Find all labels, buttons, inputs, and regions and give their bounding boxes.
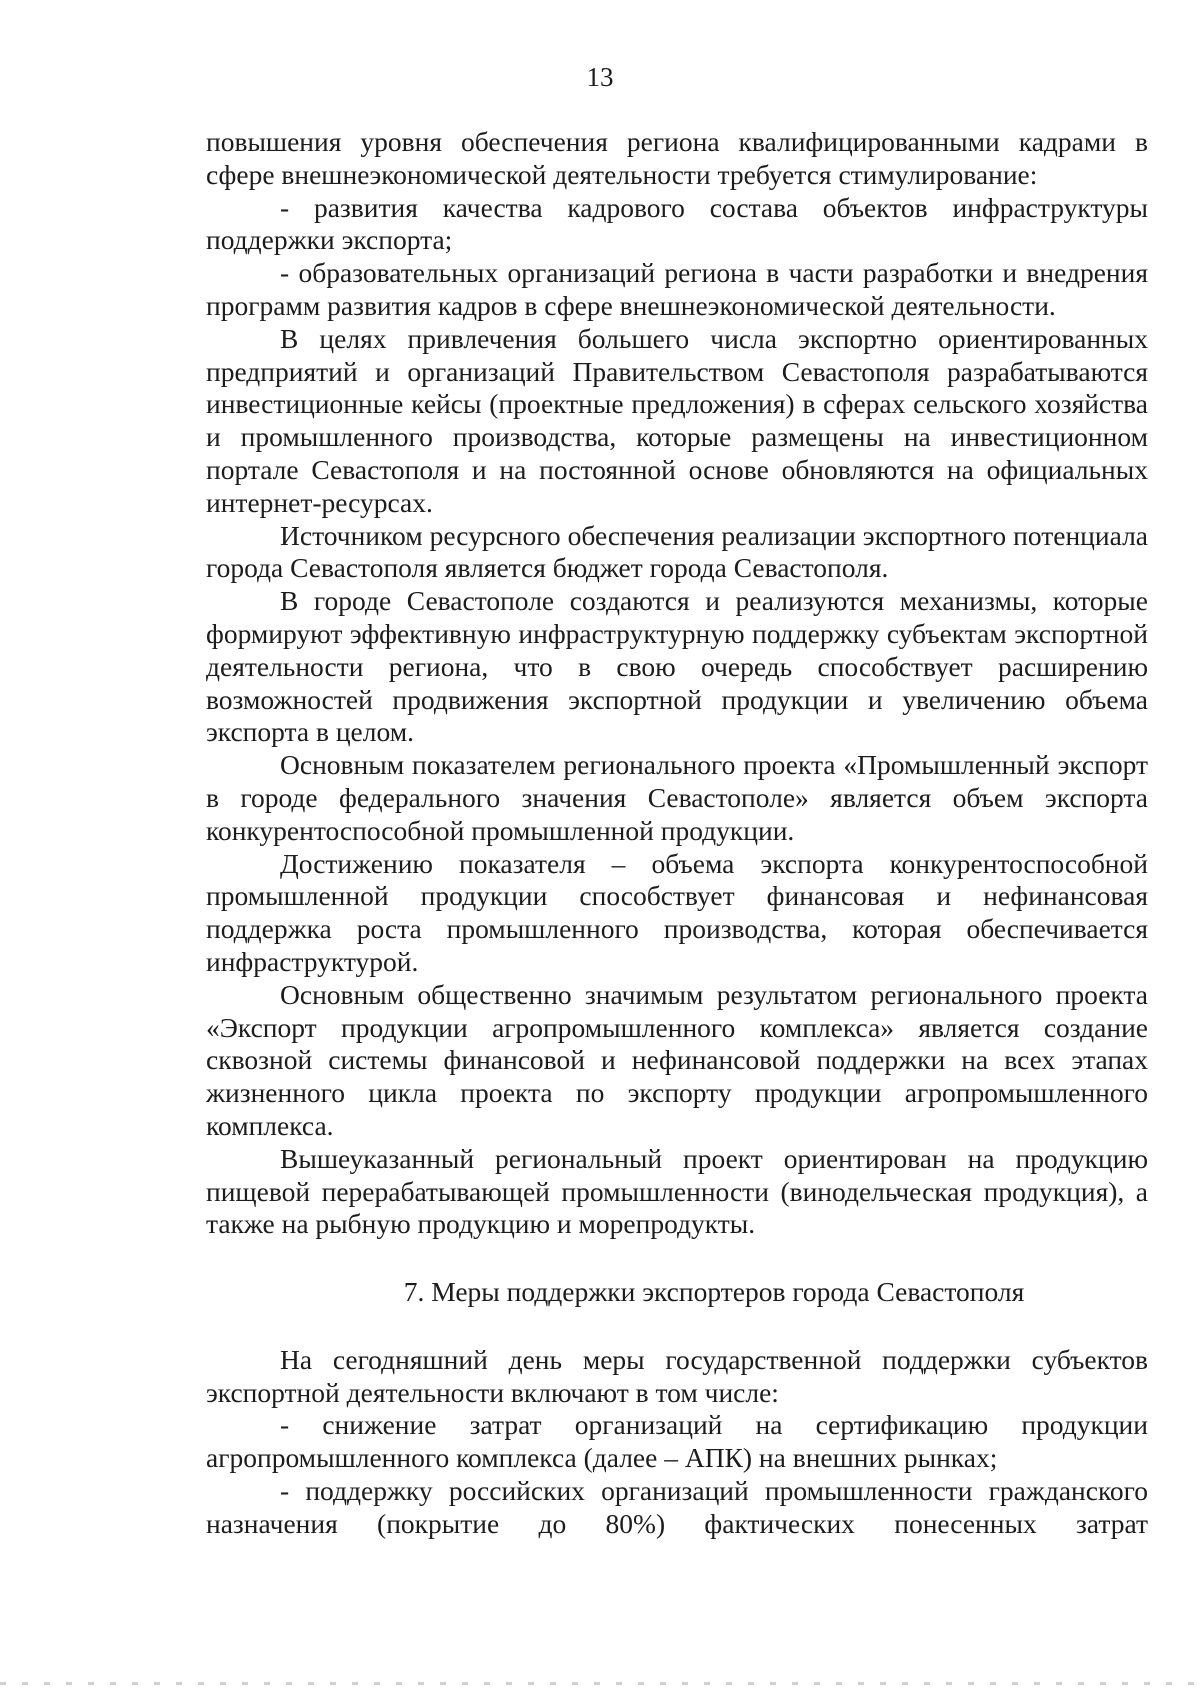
paragraph: В целях привлечения большего числа экспортно ориентированных предприятий и организаций Правительством Севастополя разрабатываются инвестиционные кейсы (проектные предложения) в сферах сельского хозяйства и промышленного производства, которые размещены на инвестиционном портале Севастополя и на постоянной основе обновляются на официальных интернет-ресурсах. — [206, 322, 1148, 518]
paragraph: Источником ресурсного обеспечения реализации экспортного потенциала города Севастополя является бюджет города Севастополя. — [206, 519, 1148, 584]
scan-edge-artifact — [0, 1682, 1200, 1685]
paragraph: На сегодняшний день меры государственной поддержки субъектов экспортной деятельности включают в том числе: — [206, 1343, 1148, 1408]
list-item: - образовательных организаций региона в части разработки и внедрения программ развития кадров в сфере внешнеэкономической деятельности. — [206, 257, 1148, 321]
section-heading: 7. Меры поддержки экспортеров города Севастополя — [403, 1276, 1025, 1308]
list-item: - снижение затрат организаций на сертификацию продукции агропромышленного комплекса (далее – АПК) на внешних рынках; — [206, 1409, 1148, 1474]
list-item: - поддержку российских организаций промышленности гражданского назначения (покрытие до 80%) фактических понесенных затрат — [206, 1475, 1148, 1539]
list-item: - развития качества кадрового состава объектов инфраструктуры поддержки экспорта; — [206, 191, 1148, 256]
document-body — [206, 126, 1148, 1541]
paragraph: Вышеуказанный региональный проект ориентирован на продукцию пищевой перерабатывающей промышленности (винодельческая продукция), а также на рыбную продукцию и морепродукты. — [206, 1142, 1148, 1240]
paragraph: Достижению показателя – объема экспорта конкурентоспособной промышленной продукции способствует финансовая и нефинансовая поддержка роста промышленного производства, которая обеспечивается инфраструктурой. — [206, 847, 1148, 977]
paragraph: В городе Севастополе создаются и реализуются механизмы, которые формируют эффективную инфраструктурную поддержку субъектам экспортной деятельности региона, что в свою очередь способствует расширению возможностей продвижения экспортной продукции и увеличению объема экспорта в целом. — [206, 585, 1148, 748]
paragraph: повышения уровня обеспечения региона квалифицированными кадрами в сфере внешнеэкономической деятельности требуется стимулирование: — [206, 126, 1148, 190]
page-number: 13 — [586, 62, 614, 92]
paragraph: Основным общественно значимым результатом регионального проекта «Экспорт продукции агропромышленного комплекса» является создание сквозной системы финансовой и нефинансовой поддержки на всех этапах жизненного цикла проекта по экспорту продукции агропромышленного комплекса. — [206, 978, 1148, 1141]
paragraph: Основным показателем регионального проекта «Промышленный экспорт в городе федерального значения Севастополе» является объем экспорта конкурентоспособной промышленной продукции. — [206, 749, 1148, 846]
